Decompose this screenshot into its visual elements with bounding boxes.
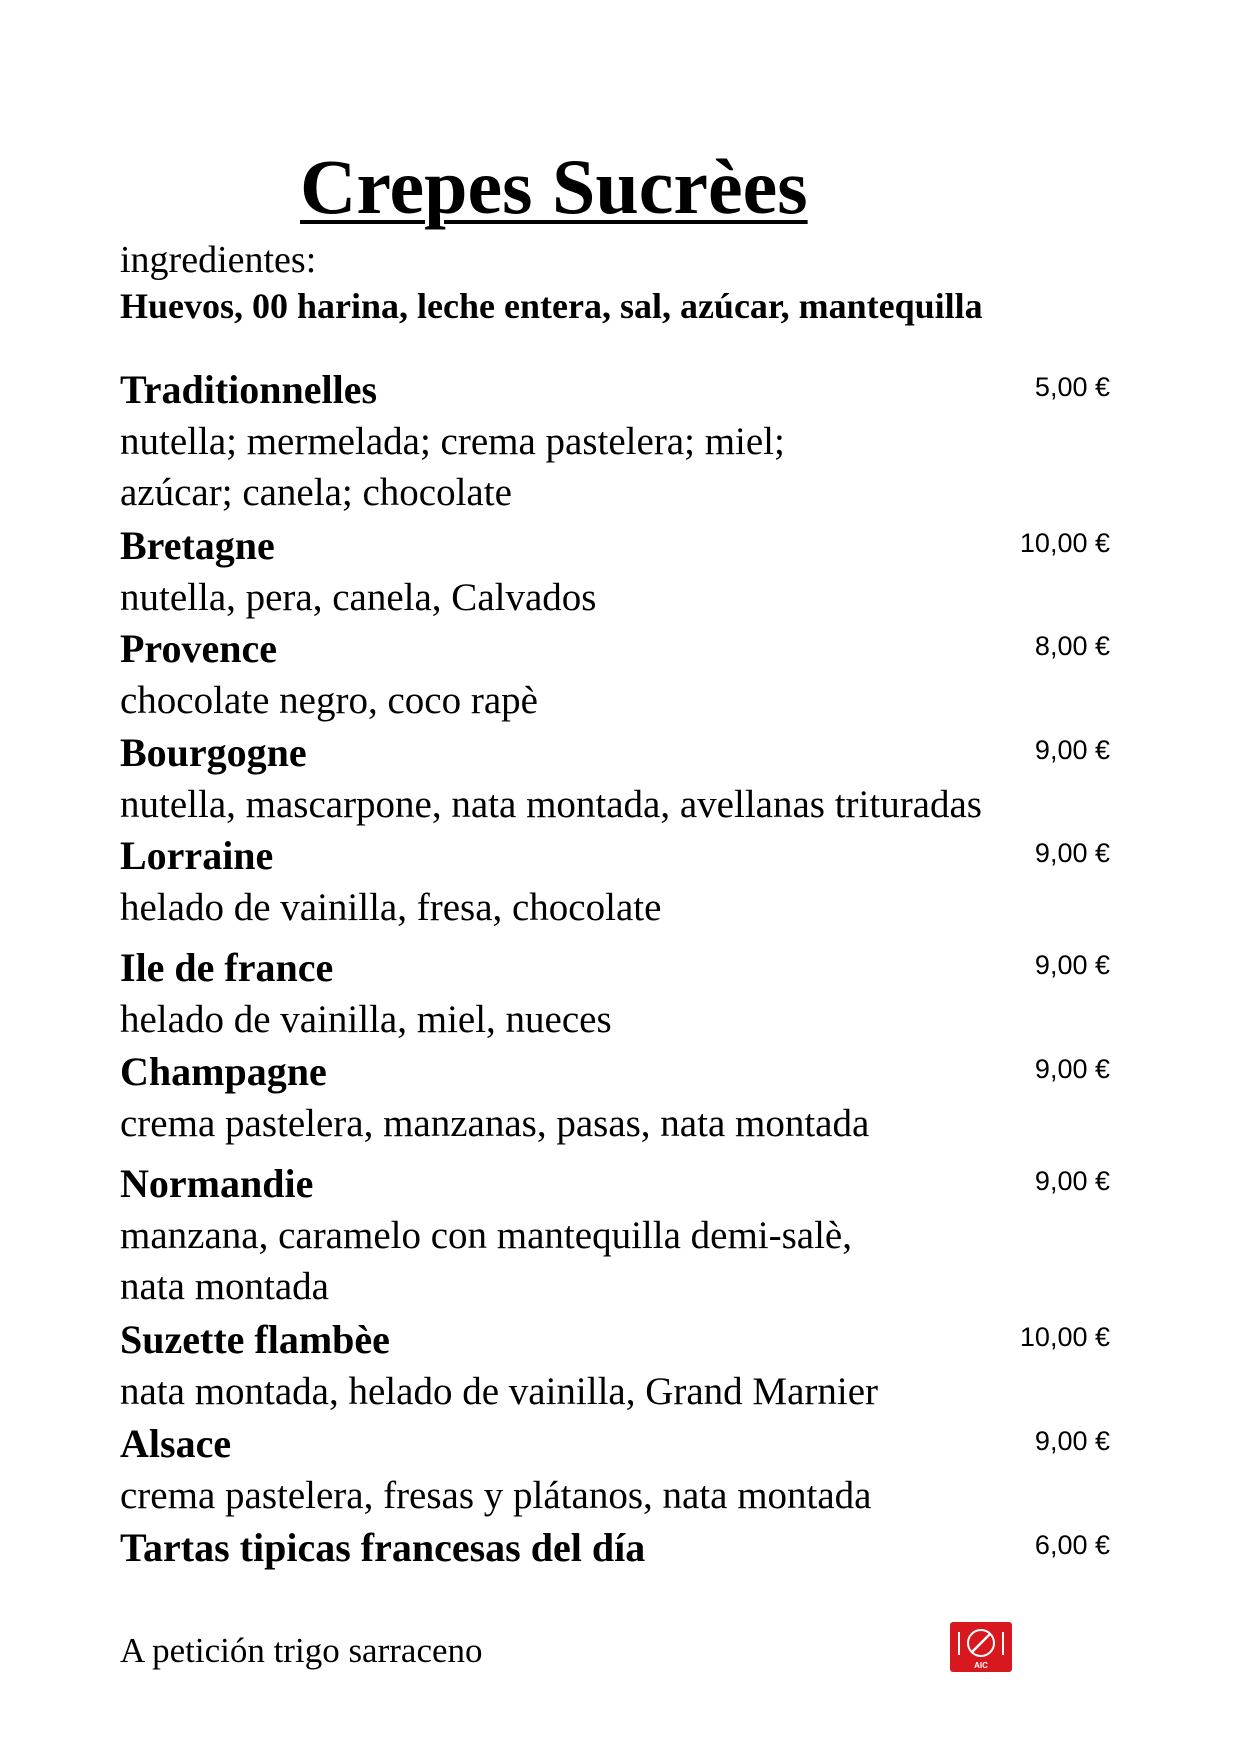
menu-item-price: 9,00 € [1034, 950, 1110, 980]
menu-item-description: nata montada [120, 1265, 329, 1308]
ingredients-label: ingredientes: [120, 239, 317, 281]
menu-item-price: 9,00 € [1034, 735, 1110, 765]
menu-item-price: 10,00 € [1019, 1322, 1110, 1352]
menu-item-description: crema pastelera, fresas y plátanos, nata montada [120, 1474, 872, 1517]
menu-item-description: nutella; mermelada; crema pastelera; miel; [120, 420, 785, 463]
logo-text: AIC [974, 1661, 988, 1670]
page-title: Crepes Sucrèes [300, 143, 808, 230]
menu-item-name: Provence [120, 626, 277, 671]
menu-item-description: crema pastelera, manzanas, pasas, nata montada [120, 1102, 870, 1145]
menu-item-name: Normandie [120, 1161, 314, 1206]
footer-note: A petición trigo sarraceno [120, 1631, 483, 1670]
menu-item-price: 6,00 € [1034, 1530, 1110, 1560]
menu-item-normandie [120, 1158, 1110, 1312]
menu-item-lorraine [120, 830, 1110, 933]
menu-item-champagne [120, 1046, 1110, 1149]
menu-item-bretagne [120, 520, 1110, 623]
menu-item-price: 9,00 € [1034, 1426, 1110, 1456]
menu-item-price: 8,00 € [1034, 631, 1110, 661]
menu-item-name: Ile de france [120, 945, 334, 990]
menu-item-description: manzana, caramelo con mantequilla demi-salè, [120, 1214, 852, 1257]
menu-item-name: Champagne [120, 1049, 327, 1094]
menu-item-name: Tartas tipicas francesas del día [120, 1525, 646, 1570]
menu-item-description: nutella, pera, canela, Calvados [120, 576, 597, 619]
menu-item-description: helado de vainilla, fresa, chocolate [120, 886, 662, 929]
menu-item-description: nata montada, helado de vainilla, Grand Marnier [120, 1370, 879, 1413]
menu-item-alsace [120, 1418, 1110, 1521]
aic-logo-icon [950, 1622, 1012, 1672]
menu-item-name: Suzette flambèe [120, 1317, 390, 1362]
menu-item-name: Alsace [120, 1421, 232, 1466]
menu-item-price: 9,00 € [1034, 1166, 1110, 1196]
menu-item-provence [120, 623, 1110, 726]
menu-item-price: 5,00 € [1034, 372, 1110, 402]
menu-item-description: helado de vainilla, miel, nueces [120, 998, 612, 1041]
menu-item-price: 9,00 € [1034, 1054, 1110, 1084]
menu-item-name: Traditionnelles [120, 367, 378, 412]
menu-item-traditionnelles [120, 364, 1110, 518]
menu-item-price: 10,00 € [1019, 528, 1110, 558]
ingredients-list: Huevos, 00 harina, leche entera, sal, azúcar, mantequilla [120, 286, 983, 326]
menu-item-description: chocolate negro, coco rapè [120, 679, 538, 722]
menu-item-bourgogne [120, 727, 1110, 830]
menu-item-tartas [120, 1522, 1110, 1574]
menu-item-name: Bourgogne [120, 730, 307, 775]
menu-item-name: Lorraine [120, 833, 274, 878]
menu-item-suzette-flambee [120, 1314, 1110, 1417]
menu-item-ile-de-france [120, 942, 1110, 1045]
menu-item-price: 9,00 € [1034, 838, 1110, 868]
menu-item-description: nutella, mascarpone, nata montada, avellanas trituradas [120, 783, 982, 826]
menu-item-name: Bretagne [120, 523, 275, 568]
menu-item-description: azúcar; canela; chocolate [120, 471, 512, 514]
